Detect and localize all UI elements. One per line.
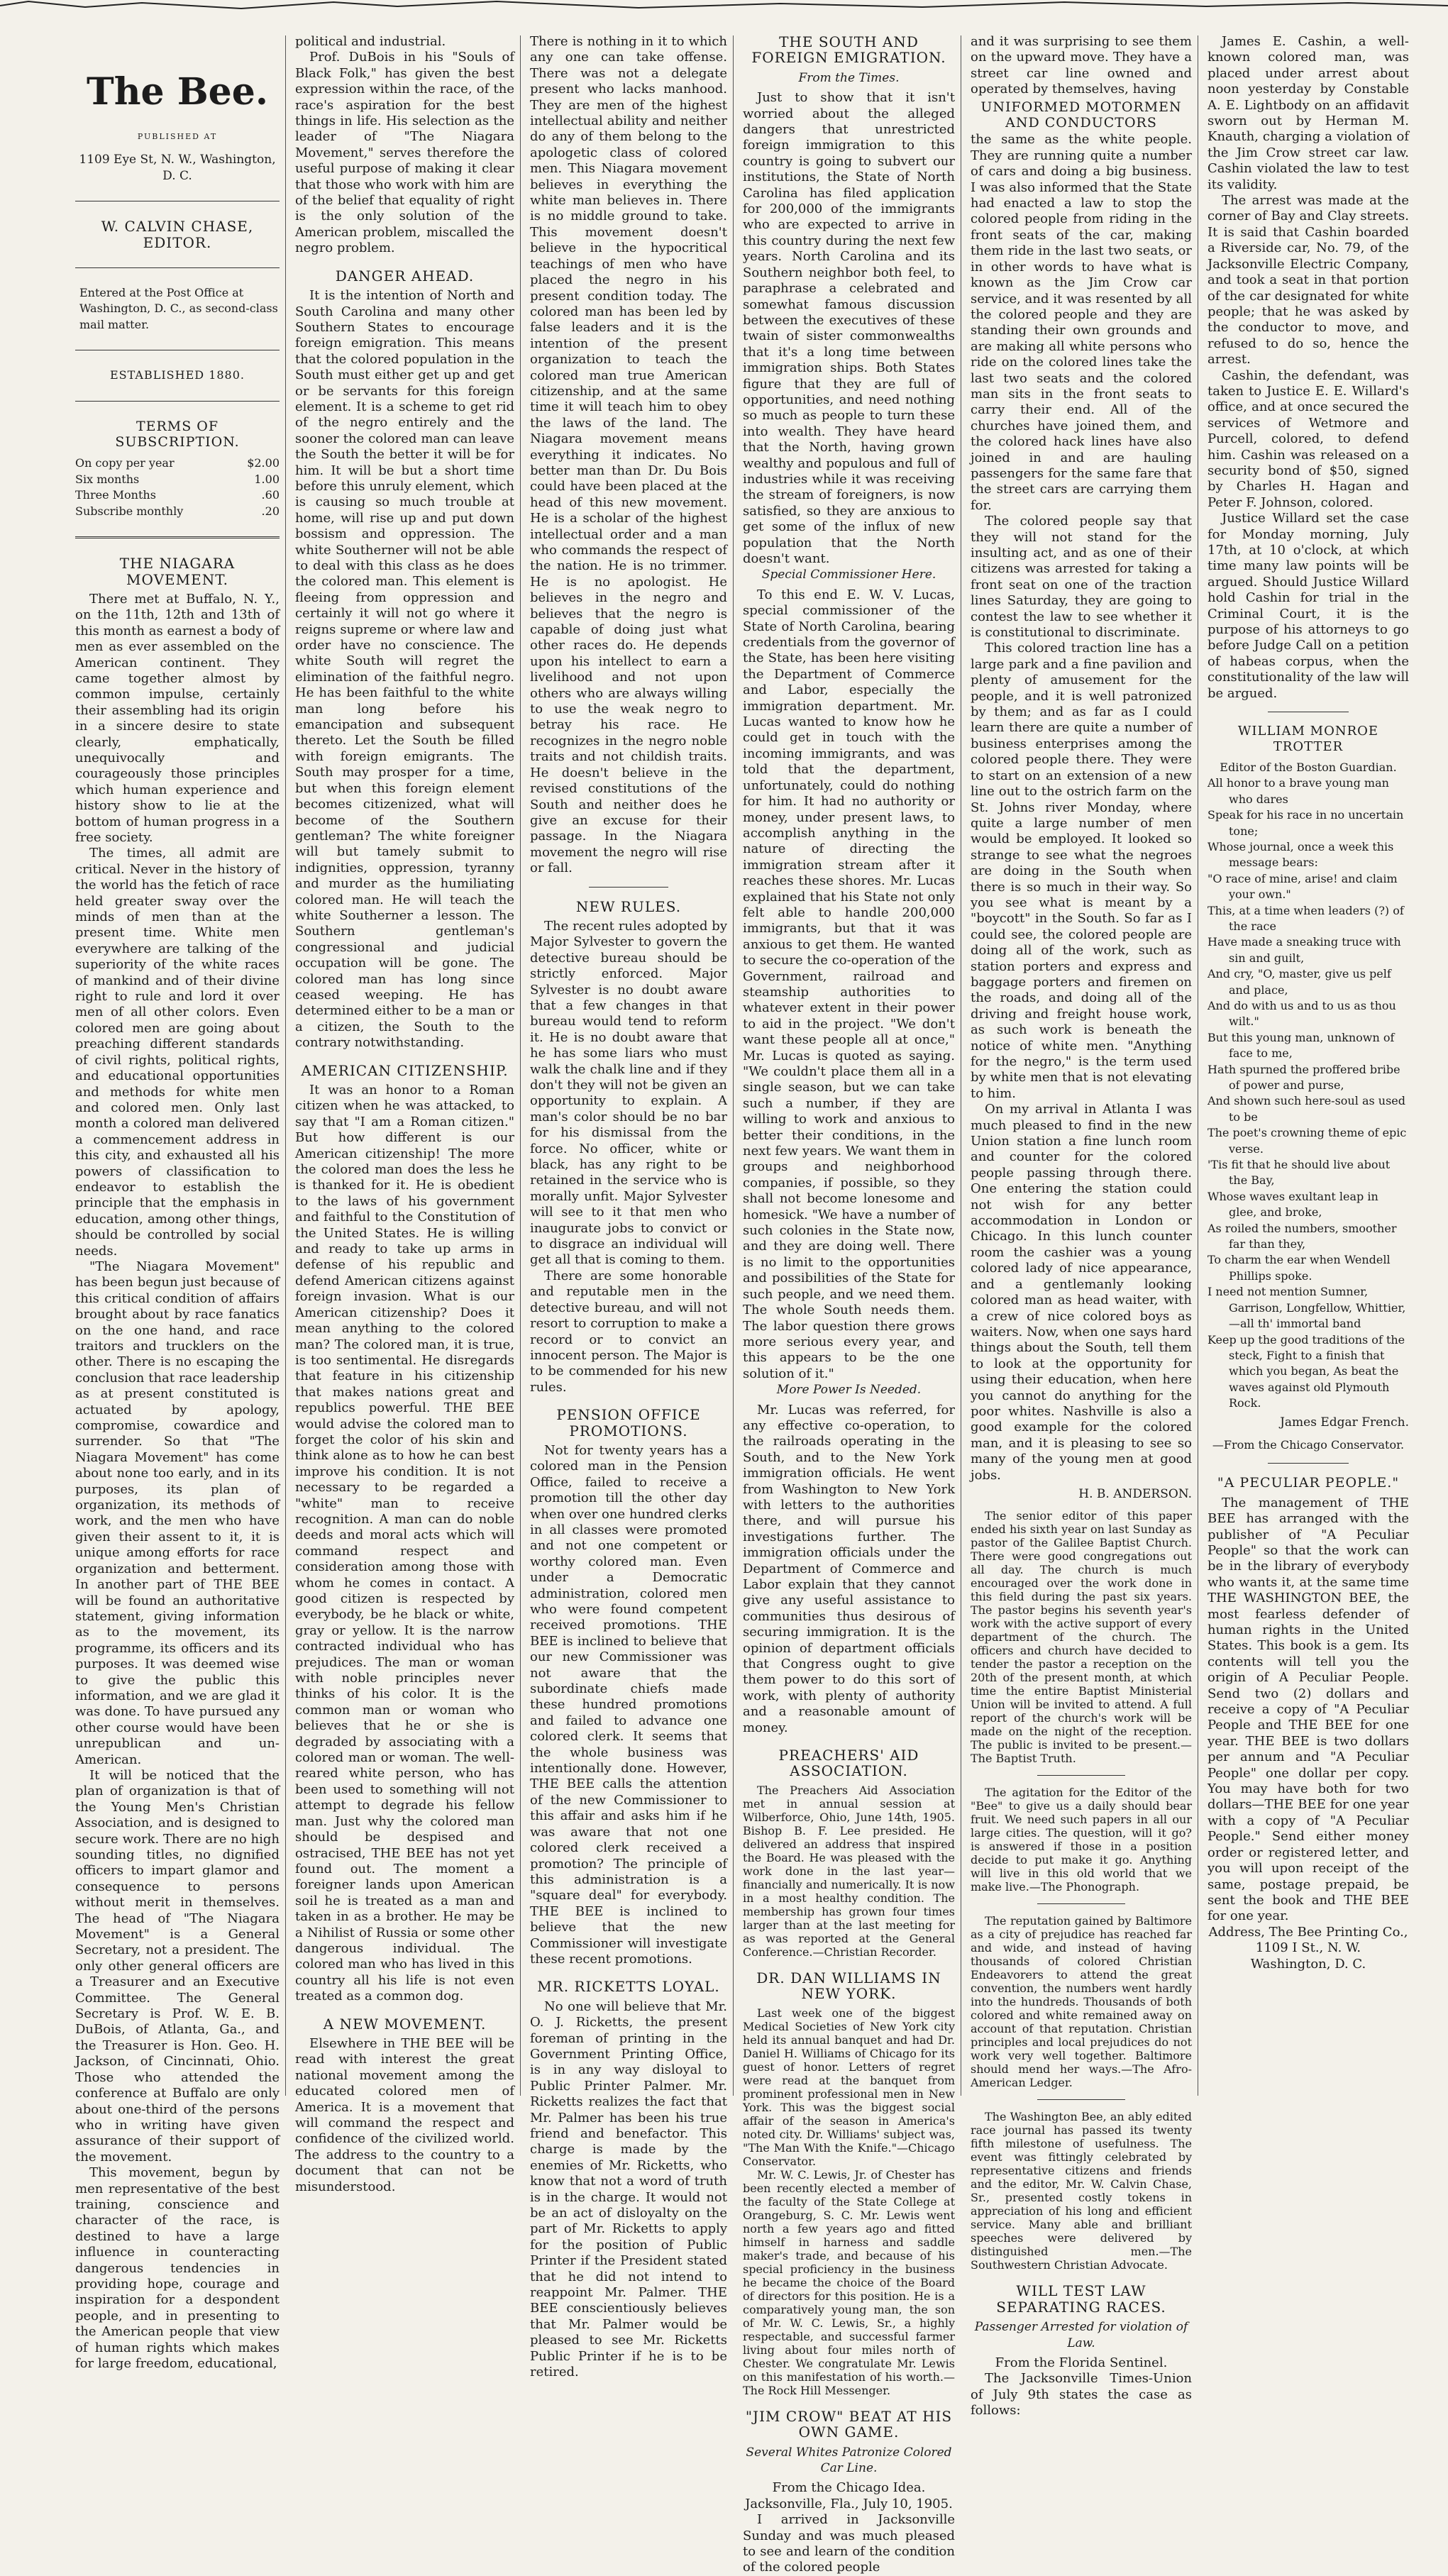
article-heading: DANGER AHEAD. [335, 267, 475, 284]
article-heading: THE SOUTH AND FOREIGN EMIGRATION. [751, 33, 946, 67]
article-body: political and industrial. Prof. DuBois in his "Souls of Black Folk," has given the best expression within the race, of the race's aspiration for the best things in life. His selection as the leader of "The Niagara Movement," serves therefore the useful purpose of making it clear that those who work with him are of the belief that equality of right is the only solution of the American problem, miscalled the negro problem. [295, 34, 514, 256]
poem-author: James Edgar French. [1280, 1415, 1409, 1430]
article-body: Elsewhere in THE BEE will be read with interest the great national movement among the educated colored men of America. It is a movement that will command the respect and confidence of the civilized world. The address to the country to a document that can not be misunderstood. [295, 2035, 514, 2194]
brief-items: The senior editor of this paper ended his sixth year on last Sunday as pastor of the Galilee Baptist Church. There were good congregations out all day. The church is much encouraged over the work done in this field during the past six years. The pastor begins his seventh year's work with the active support of every department of the church. The officers and church have decided to tender the pastor a reception on the 20th of the present month, at which time the entire Baptist Ministerial Union will be invited to attend. A full report of the church's work will be made on the night of the reception. The public is invited to be present.—The Baptist Truth. The agitation for the Editor of the "Bee" to give us a daily should bear fruit. We need such papers in all our large cities. The question, will it go? is answered if those in a position decide to put make it go. Anything will live in this old world that we make live.—The Phonograph. The reputation gained by Baltimore as a city of prejudice has reached far and wide, and instead of having thousands of colored Christian Endeavorers to attend the great convention, the numbers went hardly into the hundreds. Thousands of both colored and white remained away on account of that reputation. Christian principles and local prejudices do not work very well together. Baltimore should mend her ways.—The Afro-American Ledger. The Washington Bee, an ably edited race journal has passed its twenty fifth milestone of usefulness. The event was fittingly celebrated by representative citizens and friends and the editor, Mr. W. Calvin Chase, Sr., presented costly tokens in appreciation of his long and efficient service. Many able and brilliant speeches were delivered by distinguished men.—The Southwestern Christian Advocate. [971, 1509, 1192, 2272]
article-heading: PREACHERS' AID ASSOCIATION. [778, 1747, 919, 1780]
publisher-address: 1109 Eye St, N. W., Washington, D. C. [79, 153, 276, 183]
article-heading: PENSION OFFICE PROMOTIONS. [556, 1406, 701, 1439]
editor-line: W. CALVIN CHASE, EDITOR. [101, 218, 254, 251]
article-body: The management of THE BEE has arranged with the publisher of "A Peculiar People" so that the work can be in the library of everybody who wants it, at the same time THE WASHINGTON BEE, the most fearless defender of human rights in the United States. This book is a gem. Its contents will tell you the origin of A Peculiar People. Send two (2) dollars and receive a copy of "A Peculiar People and THE BEE for one year. THE BEE is two dollars per annum and "A Peculiar People" one dollar per copy. You may have both for two dollars—THE BEE for one year with a copy of "A Peculiar People." Send either money order or registered letter, and you will upon receipt of the same, postage prepaid, be sent the book and THE BEE for one year. Address, The Bee Printing Co., 1109 I St., N. W. Washington, D. C. [1207, 1495, 1409, 1972]
masthead-title: The Bee. [87, 70, 268, 114]
article-heading: "JIM CROW" BEAT AT HIS OWN GAME. [745, 2407, 953, 2441]
article-body: The recent rules adopted by Major Sylvester to govern the detective bureau should be strictly enforced. Major Sylvester is no doubt aware that a few changes in that bureau would tend to reform it. He is no doubt aware that he has some liars who must walk the chalk line and if they don't they will not be given an opportunity to explain. A man's color should be no bar for his dismissal from the force. No officer, white or black, has any right to be retained in the service who is morally unfit. Major Sylvester will see to it that men who inaugurate jobs to convict or to disgrace an individual will get all that is coming to them. There are some honorable and reputable men in the detective bureau, and will not resort to corruption to make a record or to convict an innocent person. The Major is to be commended for his new rules. [530, 918, 727, 1395]
article-body: No one will believe that Mr. O. J. Ricketts, the present foreman of printing in the Government Printing Office, is in any way disloyal to Public Printer Palmer. Mr. Ricketts realizes the fact that Mr. Palmer has been his true friend and benefactor. This charge is made by the enemies of Mr. Ricketts, who know that not a word of truth is in the charge. It would not be an act of disloyalty on the part of Mr. Ricketts to apply for the position of Public Printer if the President stated that he did not intend to reappoint Mr. Palmer. THE BEE conscientiously believes that Mr. Palmer would be pleased to see Mr. Ricketts Public Printer if he is to be retired. [530, 1999, 727, 2380]
article-body: From the Florida Sentinel. The Jacksonville Times-Union of July 9th states the case as follows: [971, 2355, 1192, 2419]
article-body: It was an honor to a Roman citizen when he was attacked, to say that "I am a Roman citizen." But how different is our American citizenship! The more the colored man does the less he is thanked for it. He is obedient to the laws of his government and faithful to the Constitution of the United States. He is willing and ready to take up arms in defense of his republic and defend American citizens against foreign invasion. What is our American citizenship? Does it mean anything to the colored man? The colored man, it is true, is too sentimental. He disregards that feature in his citizenship that makes nations great and republics powerful. THE BEE would advise the colored man to forget the color of his skin and think alone as to how he can best improve his condition. It is not necessary to be regarded a "white" man to receive recognition. A man can do noble deeds and moral acts which will command respect and consideration among those with whom he comes in contact. A good citizen is respected by everybody, be he black or white, gray or yellow. It is the narrow contracted individual who has prejudices. The man or woman with noble principles never thinks of his color. It is the common man or woman who believes that he or she is degraded by associating with a colored man or woman. The well-reared white person, who has been used to something will not attempt to degrade his fellow man. Just why the colored man should be despised and ostracised, THE BEE has not yet found out. The moment a foreigner lands upon American soil he is treated as a man and taken in as a brother. He may be a Nihilist of Russia or some other dangerous individual. The colored man who has lived in this country all his life is not even treated as a common dog. [295, 1083, 514, 2004]
article-source: From the Times. [798, 70, 900, 85]
article-body: From the Chicago Idea. Jacksonville, Fla., July 10, 1905. I arrived in Jacksonville Sunday and was much pleased to see and learn of the condition of the colored people [743, 2480, 955, 2575]
article-heading: WILLIAM MONROE TROTTER [1237, 724, 1379, 755]
poem: All honor to a brave young man who dares Speak for his race in no uncertain tone; Whose journal, once a week this message bears: "O race of mine, arise! and claim your own." This, at a time when leaders (?) of the race Have made a sneaking truce with sin and guilt, And cry, "O, master, give us pelf and place, And do with us and to us as thou wilt." But this young man, unknown of face to me, Hath spurned the proffered bribe of power and purse, And shown such here-soul as used to be The poet's crowning theme of epic verse. 'Tis fit that he should live about the Bay, Whose waves exultant leap in glee, and broke, As roiled the numbers, smoother far than they, To charm the ear when Wendell Phillips spoke. I need not mention Sumner, Garrison, Longfellow, Whittier,—all th' immortal band Keep up the good traditions of the steck, Fight to a finish that which you began, As beat the waves against old Plymouth Rock. [1207, 776, 1407, 1410]
article-body: There is nothing in it to which any one can take offense. There was not a delegate present who lacks manhood. They are men of the highest intellectual ability and neither do any of them belong to the apologetic class of colored men. This Niagara movement believes in everything the white man believes in. There is no middle ground to take. This movement doesn't believe in the hypocritical teachings of men who have placed the negro in his present condition today. The colored man has been led by false leaders and it is the intention of the present organization to teach the colored man true American citizenship, and at the same time it will teach him to obey the laws of the land. The Niagara movement means everything it indicates. No better man than Dr. Du Bois could have been placed at the head of this new movement. He is a scholar of the highest intellectual order and a man who commands the respect of the nation. He is no trimmer. He is no apologist. He believes in the negro and believes that the negro is capable of doing just what other races do. He depends upon his intellect to earn a livelihood and not upon others who are always willing to use the weak negro to betray his race. He recognizes in the negro noble traits and not childish traits. He doesn't believe in the revised constitutions of the South and neither does he give an excuse for their passage. In the Niagara movement the negro will rise or fall. [530, 34, 727, 876]
article-body: It is the intention of North and South Carolina and many other Southern States to encourage foreign emigration. This means that the colored population in the South must either get up and get or be servants for this foreign element. It is a scheme to get rid of the negro entirely and the sooner the colored man can leave the South the better it will be for him. It will be but a short time before this unruly element, which is causing so much trouble at home, will rise up and put down bossism and oppression. The white Southerner will not be able to deal with this class as he does the colored man. This element is fleeing from oppression and certainly it will not go where it reigns supreme or where law and order have no conscience. The white South will regret the elimination of the faithful negro. He has been faithful to the white man long before his emancipation and subsequent thereto. Let the South be filled with foreign emigrants. The South may prosper for a time, but when this foreign element becomes citizenized, what will become of the Southern gentleman? The white foreigner will but tamely submit to indignities, oppression, tyranny and murder as the humiliating colored man. He will teach the white Southerner a lesson. The Southern gentleman's congressional and judicial occupation will be gone. The colored man has long since ceased weeping. He has determined either to be a man or a citizen, the South to the contrary notwithstanding. [295, 288, 514, 1051]
column-2 [289, 34, 520, 2194]
article-subhead: Passenger Arrested for violation of Law. [974, 2320, 1188, 2350]
article-subhead: Editor of the Boston Guardian. [1220, 760, 1397, 774]
article-heading: WILL TEST LAW SEPARATING RACES. [996, 2282, 1166, 2316]
terms-heading: TERMS OF SUBSCRIPTION. [115, 418, 240, 450]
poem-source: —From the Chicago Conservator. [1212, 1437, 1405, 1452]
post-office-entry: Entered at the Post Office at Washington, D. C., as second-class mail matter. [79, 286, 278, 331]
column-rule [520, 35, 521, 2096]
article-byline: H. B. ANDERSON. [1078, 1486, 1192, 1501]
article-body: James E. Cashin, a well-known colored man, was placed under arrest about noon yesterday by Constable A. E. Lightbody on an affidavit sworn out by Herman M. Knauth, charging a violation of the Jim Crow street car law. Cashin violated the law to test its validity. The arrest was made at the corner of Bay and Clay streets. It is said that Cashin boarded a Riverside car, No. 79, of the Jacksonville Electric Company, and took a seat in that portion of the car designated for white people; that he was asked by the conductor to move, and refused to do so, hence the arrest. Cashin, the defendant, was taken to Justice E. E. Willard's office, and at once secured the services of Wetmore and Purcell, colored, to defend him. Cashin was released on a security bond of $50, signed by Charles H. Hagan and Peter F. Johnson, colored. Justice Willard set the case for Monday morning, July 17th, at 10 o'clock, at which time many law points will be argued. Should Justice Willard hold Cashin for trial in the Criminal Court, it is the purpose of his attorneys to go before Judge Call on a petition of habeas corpus, when the constitutionality of the law will be argued. [1207, 34, 1409, 701]
article-body: The Preachers Aid Association met in annual session at Wilberforce, Ohio, June 14th, 1905. Bishop B. F. Lee presided. He delivered an address that inspired the Board. He was pleased with the work done in the last year—financially and numerically. It is now in a most healthy condition. The membership has grown four times larger than at the last meeting for as was reported at the General Conference.—Christian Recorder. [743, 1783, 955, 1959]
article-heading: A NEW MOVEMENT. [323, 2015, 487, 2033]
column-5 [965, 34, 1198, 2419]
article-heading: "A PECULIAR PEOPLE." [1217, 1475, 1400, 1491]
column-1 [70, 34, 285, 2371]
terms-table: On copy per year $2.00 Six months 1.00 Three Months .60 Subscribe monthly .20 [75, 456, 280, 518]
column-4 [737, 33, 961, 2575]
established-line: ESTABLISHED 1880. [109, 368, 245, 382]
article-body: There met at Buffalo, N. Y., on the 11th, 12th and 13th of this month as earnest a body of men as ever assembled on the American continent. They came together almost by common impulse, certainly their assembling had its origin in a sincere desire to state clearly, emphatically, unequivocally and courageously those principles which human experience and history show to lie at the bottom of human progress in a free society. The times, all admit are critical. Never in the history of the world has the fetich of race held greater sway over the minds of men than at the present time. White men everywhere are talking of the superiority of the white races of mankind and of their divine right to rule and lord it over men of all other colors. Even colored men are going about preaching different standards of civil rights, political rights, and educational opportunities and methods for white men and colored men. Only last month a colored man delivered a commencement address in this city, and exhausted all his powers of classification to endeavor to establish the principle that the emphasis in education, among other things, should be controlled by social needs. "The Niagara Movement" has been begun just because of this critical condition of affairs brought about by race fanatics on the one hand, and race traitors and trucklers on the other. There is no escaping the conclusion that race leadership as at present constituted is actuated by apology, compromise, cowardice and surrender. So that "The Niagara Movement" has come about none too early, and in its purposes, its plan of organization, its methods of work, and the men who have given their assent to it, it is unique among efforts for race organization and betterment. In another part of THE BEE will be found an authoritative statement, giving information as to the movement, its programme, its officers and its purposes. It was deemed wise to give the public this information, and we are glad it was done. To have pursued any other course would have been unrepublican and un-American. It will be noticed that the plan of organization is that of the Young Men's Christian Association, and is designed to secure work. There are no high sounding titles, no dignified officers to impart glamor and consequence to persons without merit in themselves. The head of "The Niagara Movement" is a General Secretary, not a president. The only other general officers are a Treasurer and an Executive Committee. The General Secretary is Prof. W. E. B. DuBois, of Atlanta, Ga., and the Treasurer is Hon. Geo. H. Jackson, of Cincinnati, Ohio. Those who attended the conference at Buffalo are only about one-third of the persons who in writing have given assurance of their support of the movement. This movement, begun by men representative of the best training, conscience and character of the race, is destined to have a large influence in counteracting dangerous tendencies in providing hope, courage and inspiration for a despondent people, and in presenting to the American people that view of human rights which makes for large freedom, educational, [75, 591, 280, 2371]
column-rule [733, 35, 734, 2096]
column-6 [1202, 34, 1415, 2103]
article-body: Last week one of the biggest Medical Societies of New York city held its annual banquet and had Dr. Daniel H. Williams of Chicago for its guest of honor. Letters of regret were read at the banquet from prominent professional men in New York. This was the biggest social affair of the season in America's noted city. Dr. Williams' subject was, "The Man With the Knife."—Chicago Conservator. Mr. W. C. Lewis, Jr. of Chester has been recently elected a member of the faculty of the State College at Orangeburg, S. C. Mr. Lewis went north a few years ago and fitted himself in harness and saddle maker's trade, and because of his special proficiency in the business he became the choice of the Board of directors for this position. He is a comparatively young man, the son of Mr. W. C. Lewis, Sr., a highly respectable, and successful farmer living about four miles north of Chester. We congratulate Mr. Lewis on this manifestation of his worth.—The Rock Hill Messenger. [743, 2006, 955, 2397]
article-heading: NEW RULES. [575, 897, 682, 915]
column-rule [285, 35, 286, 2096]
top-edge-damage [0, 0, 1448, 18]
article-heading: MR. RICKETTS LOYAL. [537, 1978, 720, 1996]
article-body: Not for twenty years has a colored man in the Pension Office, failed to receive a promotion till the other day when over one hundred clerks in all classes were promoted and not one competent or worthy colored man. Even under a Democratic administration, colored men who were found competent received promotions. THE BEE is inclined to believe that our new Commissioner was not aware that the subordinate chiefs made these hundred promotions and failed to advance one colored clerk. It seems that the whole business was intentionally done. However, THE BEE calls the attention of the new Commissioner to this affair and asks him if he was aware that not one colored clerk received a promotion? The principle of this administration is a "square deal" for everybody. THE BEE is inclined to believe that the new Commissioner will investigate these recent promotions. [530, 1442, 727, 1967]
article-heading: AMERICAN CITIZENSHIP. [301, 1061, 509, 1079]
published-at: PUBLISHED AT [137, 132, 218, 141]
article-heading: THE NIAGARA MOVEMENT. [119, 555, 236, 588]
column-3 [524, 34, 733, 2380]
article-heading: DR. DAN WILLIAMS IN NEW YORK. [756, 1969, 941, 2003]
article-body: Just to show that it isn't worried about the alleged dangers that unrestricted foreign immigration to this country is going to subvert our institutions, the State of North Carolina has filed application for 200,000 of the immigrants who are expected to arrive in this country during the next few years. North Carolina and its Southern neighbor both feel, to paraphrase a celebrated and somewhat famous discussion between the executives of these twain of sister commonwealths that it's a long time between immigration ships. Both States figure that they are full of opportunities, and need nothing so much as people to turn these into wealth. They have heard that the North, having grown wealthy and populous and full of industries while it was receiving the stream of foreigners, is now satisfied, so they are anxious to get some of the influx of new population that the North doesn't want. Special Commissioner Here. To this end E. W. V. Lucas, special commissioner of the State of North Carolina, bearing credentials from the governor of the State, has been here visiting the Department of Commerce and Labor, especially the immigration department. Mr. Lucas wanted to know how he could get in touch with the incoming immigrants, and was told that the department, unfortunately, could do nothing for him. It had no authority or money, under present laws, to accomplish anything in the nature of directing the immigration stream after it reaches these shores. Mr. Lucas explained that his State not only felt able to handle 200,000 immigrants, but that it was anxious to get them. He wanted to secure the co-operation of the Government, railroad and steamship authorities to whatever extent in their power to aid in the project. "We don't want these people all at once," Mr. Lucas is quoted as saying. "We couldn't place them all in a single season, but we can take such a number, if they are willing to work and anxious to better their conditions, in the next few years. We want them in groups and neighborhood companies, if possible, so they shall not become lonesome and homesick. "We have a number of such colonies in the State now, and they are doing well. There is no limit to the opportunities and possibilities of the State for such people, and we need them. The whole South needs them. The labor question there grows more serious every year, and this appears to be the one solution of it." More Power Is Needed. Mr. Lucas was referred, for any effective co-operation, to the railroads operating in the South, and to the New York immigration officials. He went from Washington to New York with letters to the authorities there, and will pursue his investigations further. The immigration officials under the Department of Commerce and Labor explain that they cannot give any useful assistance to communities thus desirous of securing immigration. It is the opinion of department officials that Congress ought to give them power to do this sort of work, with plenty of authority and a reasonable amount of money. [743, 90, 955, 1735]
article-subhead: Several Whites Patronize Colored Car Line. [746, 2445, 952, 2475]
article-body: and it was surprising to see them on the upward move. They have a street car line owned and operated by themselves, having UNIFORMED MOTORMEN AND CONDUCTORS the same as the white people. They are running quite a number of cars and doing a big business. I was also informed that the State had enacted a law to stop the colored people from riding in the front seats of the car, making them ride in the last two seats, or in other words to have what is known as the Jim Crow car service, and it was resented by all the colored people and they are standing their own grounds and are making all white persons who ride on the colored lines take the last two seats and the colored man sits in the front seats to carry their end. All of the churches have joined them, and the colored hack lines have also joined in and are hauling passengers for the same fare that the street cars are carrying them for. The colored people say that they will not stand for the insulting act, and as one of their citizens was arrested for taking a front seat on one of the traction lines Saturday, they are going to contest the law to see whether it is constitutional to discriminate. This colored traction line has a large park and a fine pavilion and plenty of amusement for the people, and it is well patronized by them; and as far as I could learn there are quite a number of business enterprises among the colored people there. They were to start on an extension of a new line out to the ostrich farm on the St. Johns river Monday, where quite a large number of men would be employed. It looked so strange to see what the negroes are doing in the South when there is so much in their way. So you see what is meant by a "boycott" in the South. So far as I could see, the colored people are doing all of the work, such as station porters and express and baggage porters and firemen on the roads, and doing all of the driving and freight house work, as such work is beneath the notice of white men. "Anything for the negro," is the term used by white men that is not elevating to him. On my arrival in Atlanta I was much pleased to find in the new Union station a fine lunch room and counter for the colored people passing through there. One entering the station could not wish for any better accommodation in London or Chicago. In this lunch counter room the cashier was a young colored lady of nice appearance, and a gentlemanly looking colored man as head waiter, with a crew of nice colored boys as waiters. Now, when one says hard things about the South, tell them to look at the opportunity for using their education, when here you cannot do anything for the poor whites. Nashville is also a good example for the colored man, and it is pleasing to see so many of the young men at good jobs. [971, 34, 1192, 1483]
